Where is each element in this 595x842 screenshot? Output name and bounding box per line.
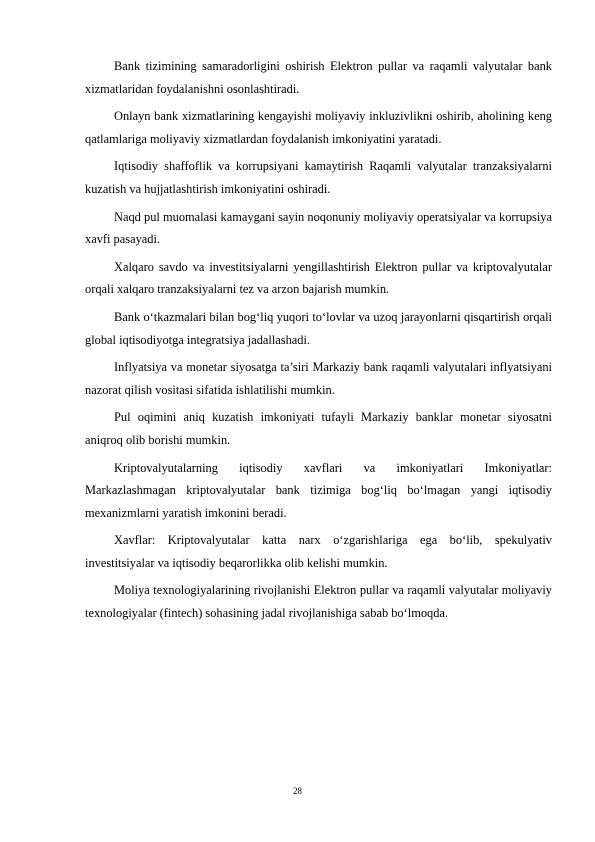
paragraph-money-flow: Pul oqimini aniq kuzatish imkoniyati tufayli Markaziy banklar monetar siyosatni aniqroq olib borishi mumkin. <box>85 410 552 447</box>
paragraph-crypto-opportunities: Kriptovalyutalarning iqtisodiy xavflari va imkoniyatlari Imkoniyatlar: Markazlashmagan kriptovalyutalar bank tizimiga bog‘liq bo‘lmagan yangi iqtisodiy mexanizmlarni yaratish imkonini beradi. <box>85 460 552 520</box>
paragraph-banking-efficiency: Bank tizimining samaradorligini oshirish Elektron pullar va raqamli valyutalar bank xizmatlaridan foydalanishni osonlashtiradi. <box>85 59 552 96</box>
paragraph-online-banking: Onlayn bank xizmatlarining kengayishi moliyaviy inkluzivlikni oshirib, aholining keng qatlamlariga moliyaviy xizmatlardan foydalanish imkoniyatini yaratadi. <box>85 109 552 146</box>
paragraph-crypto-risks: Xavflar: Kriptovalyutalar katta narx o‘zgarishlariga ega bo‘lib, spekulyativ investitsiyalar va iqtisodiy beqarorlikka olib kelishi mumkin. <box>85 533 552 570</box>
document-body <box>85 55 552 630</box>
paragraph-transparency: Iqtisodiy shaffoflik va korrupsiyani kamaytirish Raqamli valyutalar tranzaksiyalarni kuzatish va hujjatlashtirish imkoniyatini oshiradi. <box>85 159 552 196</box>
paragraph-inflation-policy: Inflyatsiya va monetar siyosatga ta’siri Markaziy bank raqamli valyutalari inflyatsiyani nazorat qilish vositasi sifatida ishlatilishi mumkin. <box>85 360 552 397</box>
paragraph-cash-reduction: Naqd pul muomalasi kamaygani sayin noqonuniy moliyaviy operatsiyalar va korrupsiya xavfi pasayadi. <box>85 209 552 247</box>
page-number: 28 <box>293 786 302 796</box>
paragraph-bank-transfers: Bank o‘tkazmalari bilan bog‘liq yuqori to‘lovlar va uzoq jarayonlarni qisqartirish orqali global iqtisodiyotga integratsiya jadallashadi. <box>85 309 552 347</box>
paragraph-fintech: Moliya texnologiyalarining rivojlanishi Elektron pullar va raqamli valyutalar moliyaviy texnologiyalar (fintech) sohasining jadal rivojlanishiga sabab bo‘lmoqda. <box>85 583 552 621</box>
paragraph-international-trade: Xalqaro savdo va investitsiyalarni yengillashtirish Elektron pullar va kriptovalyutalar orqali xalqaro tranzaksiyalarni tez va arzon bajarish mumkin. <box>85 259 552 297</box>
